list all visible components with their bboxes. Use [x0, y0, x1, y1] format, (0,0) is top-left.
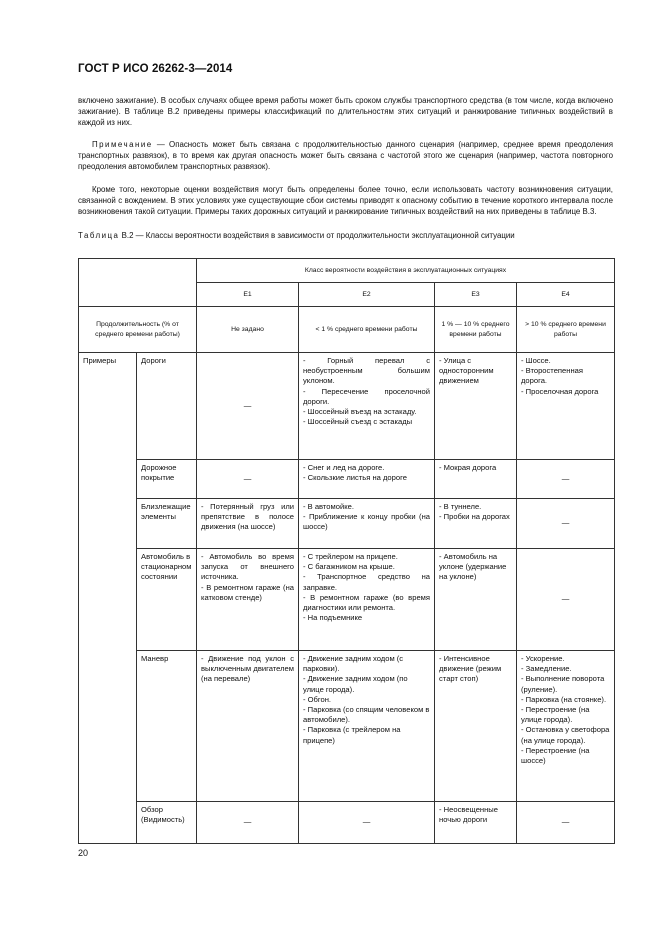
list-item: - Второстепенная дорога.: [521, 366, 583, 386]
category-cell: Маневр: [137, 651, 197, 802]
category-cell: Дорожное покрытие: [137, 460, 197, 499]
list-item: - Парковка (на стоянке).: [521, 694, 607, 704]
table-row: [79, 651, 615, 802]
table-caption: [78, 230, 613, 241]
category-cell: Близлежащие элементы: [137, 499, 197, 549]
list-item: - Скользкие листья на дороге: [303, 473, 407, 483]
e2-cell: [299, 651, 435, 802]
list-item: - На подъемнике: [303, 613, 363, 623]
list-item: - Выполнение поворота (руление).: [521, 674, 605, 694]
list-item: - Автомобиль на уклоне (удержание на уклоне): [439, 552, 507, 582]
list-item: - Пересечение проселочной дороги.: [303, 386, 430, 406]
e4-cell: —: [517, 549, 615, 651]
list-item: - Пробки на дорогах: [439, 512, 510, 522]
list-item: - Движение задним ходом (по улице города).: [303, 674, 408, 694]
document-header: ГОСТ Р ИСО 26262-3—2014: [78, 63, 233, 75]
duration-e3-cell: 1 % — 10 % среднего времени работы: [435, 307, 517, 353]
e1-cell: [197, 549, 299, 651]
list-item: - Парковка (с трейлером на прицепе): [303, 725, 401, 745]
e1-cell: [197, 499, 299, 549]
table-header-row: [79, 259, 615, 283]
list-item: - Перестроение (на шоссе): [521, 745, 590, 766]
list-item: - В автомойке.: [303, 502, 354, 511]
duration-row: [79, 307, 615, 353]
note-text: — Опасность может быть связана с продолжительностью данного сценария (например, среднее время преодоления транспортных развязок), в то время как другая опасность может быть связана с частотой этого же сценария (например, частота повторного преодоления автомобилем транспортных развязок).: [78, 140, 613, 172]
list-item: - В ремонтном гараже (на катковом стенде): [201, 582, 294, 602]
list-item: - Транспортное средство на заправке.: [303, 572, 430, 592]
table-row: [79, 460, 615, 499]
duration-e2-cell: < 1 % среднего времени работы: [299, 307, 435, 353]
e4-cell: [517, 353, 615, 460]
examples-label-cell: Примеры: [79, 353, 137, 844]
e2-cell: [299, 353, 435, 460]
note-label: Примечание: [92, 140, 153, 149]
duration-label-cell: Продолжительность (% от среднего времени работы): [79, 307, 197, 353]
paragraph-text: включено зажигание). В особых случаях общее время работы может быть сроком службы транспортного средства (в том числе, когда включено зажигание). В таблице В.2 приведены примеры классификаций по длительностям этих ситуаций и ранжирование типичных воздействий в каждой из них.: [78, 96, 613, 128]
e3-cell: [435, 499, 517, 549]
category-cell: Обзор (Видимость): [137, 802, 197, 844]
list-item: - Проселочная дорога: [521, 386, 599, 396]
e4-cell: [517, 651, 615, 802]
list-item: - Движение задним ходом (с парковки).: [303, 654, 404, 674]
duration-e1-cell: Не задано: [197, 307, 299, 353]
page-number: 20: [78, 848, 89, 858]
list-item: - Потерянный груз или препятствие в полосе движения (на шоссе): [201, 502, 294, 532]
e4-cell: —: [517, 499, 615, 549]
exposure-class-table: [78, 258, 615, 844]
list-item: - В туннеле.: [439, 502, 482, 511]
list-item: - Шоссейный въезд на эстакаду.: [303, 407, 417, 417]
list-item: - Шоссе.: [521, 356, 551, 365]
class-e2-cell: E2: [299, 283, 435, 307]
e2-cell: [299, 549, 435, 651]
list-item: - Интенсивное движение (режим старт стоп): [439, 654, 502, 684]
list-item: - Остановка у светофора (на улице города).: [521, 725, 610, 745]
caption-text: В.2 — Классы вероятности воздействия в зависимости от продолжительности эксплуатационной ситуации: [119, 231, 515, 240]
list-item: - Неосвещенные ночью дороги: [439, 805, 498, 825]
category-cell: Дороги: [137, 353, 197, 460]
list-item: - Обгон.: [303, 694, 332, 704]
e3-cell: [435, 549, 517, 651]
list-item: - Парковка (со спящим человеком в автомобиле).: [303, 705, 430, 725]
class-e3-cell: E3: [435, 283, 517, 307]
table-row: [79, 499, 615, 549]
paragraph-intro: [78, 95, 613, 129]
table-corner-cell: [79, 259, 197, 307]
e1-cell: —: [197, 460, 299, 499]
e2-cell: —: [299, 802, 435, 844]
list-item: - Автомобиль во время запуска от внешнего источника.: [201, 552, 294, 582]
e2-cell: [299, 499, 435, 549]
e3-cell: [435, 460, 517, 499]
list-item: - Мокрая дорога: [439, 463, 497, 472]
list-item: - Перестроение (на улице города).: [521, 705, 590, 725]
e4-cell: —: [517, 460, 615, 499]
list-item: - Приближение к концу пробки (на шоссе): [303, 512, 430, 532]
table-row: [79, 353, 615, 460]
class-header-cell: Класс вероятности воздействия в эксплуатационных ситуациях: [197, 259, 615, 283]
class-e4-cell: E4: [517, 283, 615, 307]
list-item: - Замедление.: [521, 664, 572, 674]
e1-cell: —: [197, 802, 299, 844]
e1-cell: [197, 651, 299, 802]
e3-cell: [435, 802, 517, 844]
table-row: [79, 802, 615, 844]
list-item: - Ускорение.: [521, 654, 565, 663]
list-item: - С багажником на крыше.: [303, 562, 395, 572]
e3-cell: [435, 353, 517, 460]
note-paragraph: [78, 139, 613, 173]
list-item: - Движение под уклон с выключенным двигателем (на перевале): [201, 654, 294, 684]
e4-cell: —: [517, 802, 615, 844]
duration-e4-cell: > 10 % среднего времени работы: [517, 307, 615, 353]
list-item: - Снег и лед на дороге.: [303, 463, 385, 472]
category-cell: Автомобиль в стационарном состоянии: [137, 549, 197, 651]
list-item: - С трейлером на прицепе.: [303, 552, 398, 561]
e1-cell: —: [197, 353, 299, 460]
list-item: - Улица с односторонним движением: [439, 356, 494, 386]
list-item: - Шоссейный съезд с эстакады: [303, 417, 413, 427]
paragraph-text: Кроме того, некоторые оценки воздействия могут быть определены более точно, если использовать частоту возникновения ситуации, связанной с вождением. В этих условиях уже существующие сбои системы приводят к опасному событию в течение короткого интервала после возникновения такой ситуации. Примеры таких дорожных ситуаций и ранжирование типичных воздействий на них приведены в таблице В.3.: [78, 185, 613, 217]
list-item: - Горный перевал с необустроенным большим уклоном.: [303, 356, 430, 386]
e2-cell: [299, 460, 435, 499]
class-e1-cell: E1: [197, 283, 299, 307]
list-item: - В ремонтном гараже (во время диагностики или ремонта.: [303, 592, 430, 613]
paragraph-second: [78, 184, 613, 218]
e3-cell: [435, 651, 517, 802]
table-row: [79, 549, 615, 651]
caption-label: Таблица: [78, 231, 120, 240]
